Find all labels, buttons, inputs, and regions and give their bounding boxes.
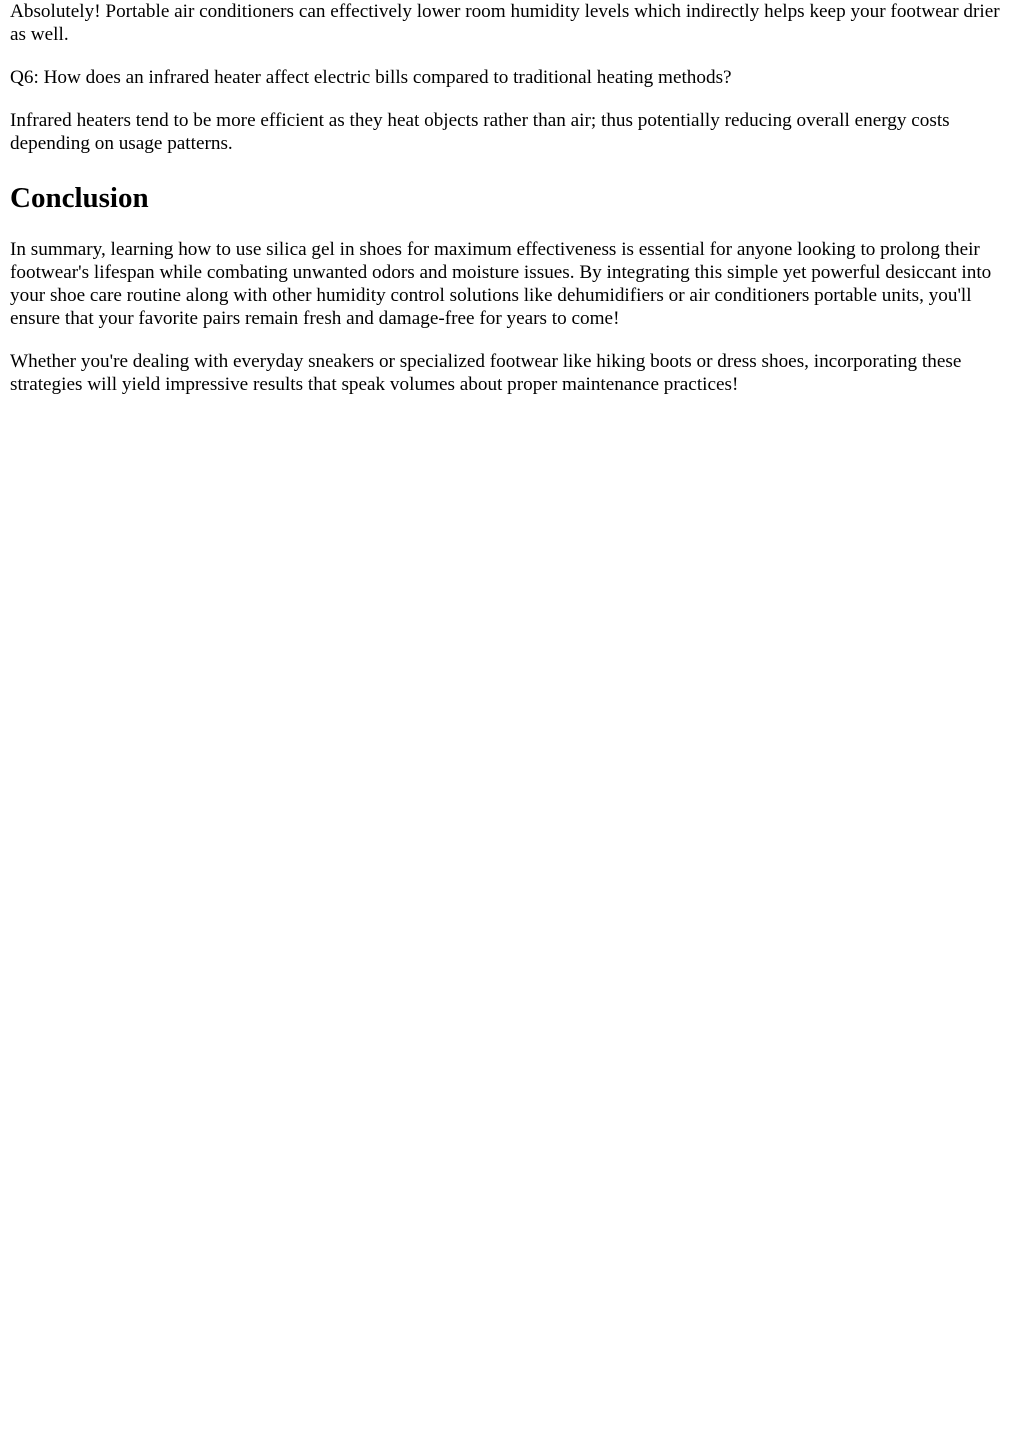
conclusion-heading: Conclusion — [10, 182, 149, 214]
faq-answer-q6: Infrared heaters tend to be more efficient as they heat objects rather than air; thus potentially reducing overall energy costs depending on usage patterns. — [10, 110, 950, 154]
faq-answer-q5: Absolutely! Portable air conditioners can effectively lower room humidity levels which indirectly helps keep your footwear drier as well. — [10, 1, 1000, 45]
conclusion-paragraph-summary: In summary, learning how to use silica gel in shoes for maximum effectiveness is essential for anyone looking to prolong their footwear's lifespan while combating unwanted odors and moisture issues. By integrating this simple yet powerful desiccant into your shoe care routine along with other humidity control solutions like dehumidifiers or air conditioners portable units, you'll ensure that your favorite pairs remain fresh and damage-free for years to come! — [10, 239, 992, 329]
faq-question-q6: Q6: How does an infrared heater affect electric bills compared to traditional heating methods? — [10, 67, 732, 88]
article-body — [0, 0, 1024, 396]
conclusion-paragraph-closing: Whether you're dealing with everyday sneakers or specialized footwear like hiking boots or dress shoes, incorporating these strategies will yield impressive results that speak volumes about proper maintenance practices! — [10, 351, 962, 395]
